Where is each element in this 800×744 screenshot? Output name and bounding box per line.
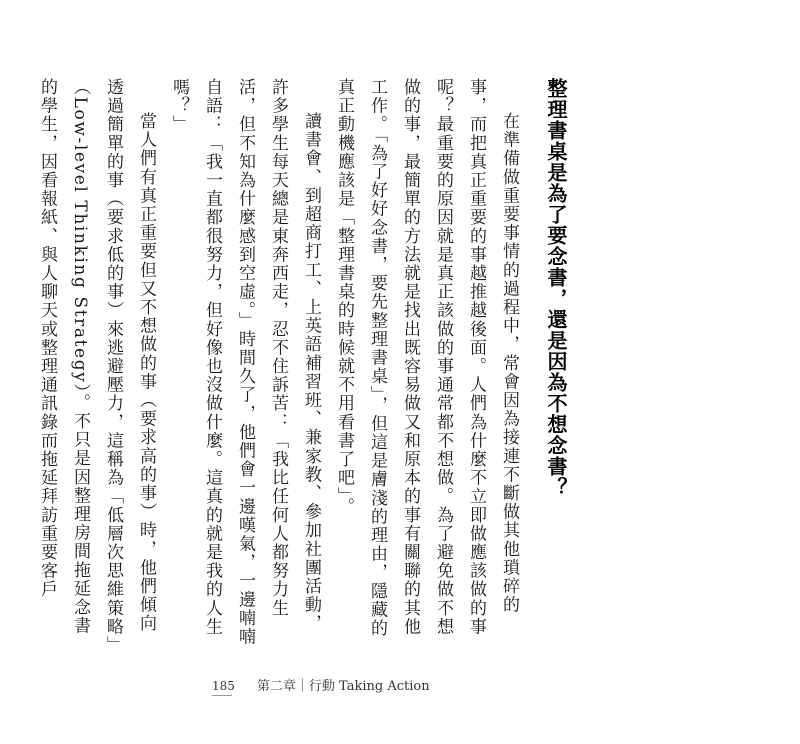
page-number-rule <box>212 695 232 696</box>
vertical-text-block <box>30 78 572 650</box>
paragraph-1: 在準備做重要事情的過程中，常會因為接連不斷做其他瑣碎的事，而把真正重要的事越推越後面。人們為什麼不立即做應該做的事呢？最重要的原因就是真正該做的事通常都不想做。為了避免做不想做的事，最簡單的方法就是找出既容易做又和原本的事有關聯的其他工作。「為了好好念書，要先整理書桌」，但這是膚淺的理由，隱藏的真正動機應該是「整理書桌的時候就不用看書了吧」。 <box>334 78 519 638</box>
page-footer <box>212 675 430 694</box>
page-number <box>212 679 235 693</box>
paragraph-3: 當人們有真正重要但又不想做的事（要求高的事）時，他們傾向透過簡單的事（要求低的事）來逃避壓力，這稱為「低層次思維策略」（Low-level Thinking Strategy）。不只是因整理房間拖延念書的學生，因看報紙、與人聊天或整理通訊錄而拖延拜訪重要客戶 <box>37 78 156 647</box>
running-head: 第二章｜行動 Taking Action <box>256 679 430 694</box>
section-heading: 整理書桌是為了要念書，還是因為不想念書？ <box>544 78 568 498</box>
paragraph-2: 讀書會、到超商打工、上英語補習班、兼家教、參加社團活動，許多學生每天總是東奔西走，忍不住訴苦：「我比任何人都努力生活，但不知為什麼感到空虛。」時間久了，他們會一邊嘆氣，一邊喃喃自語：「我一直都很努力，但好像也沒做什麼。這真的就是我的人生嗎？」 <box>169 78 321 647</box>
page-number-text: 185 <box>212 679 235 693</box>
